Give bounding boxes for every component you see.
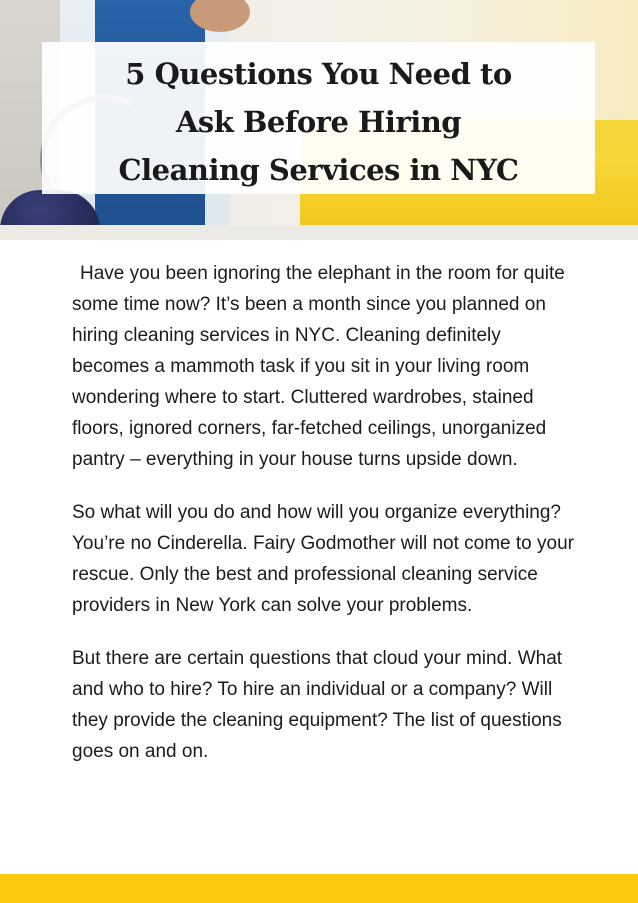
page-title — [42, 42, 595, 194]
footer-accent-bar — [0, 874, 638, 903]
article-body — [72, 258, 582, 789]
hero-image — [0, 0, 638, 240]
paragraph-3: But there are certain questions that cloud your mind. What and who to hire? To hire an individual or a company? Will they provide the cleaning equipment? The list of questions goes on and on. — [72, 648, 563, 762]
title-line-2: Ask Before Hiring — [175, 105, 462, 139]
paragraph-1: Have you been ignoring the elephant in the room for quite some time now? It’s been a month since you planned on hiring cleaning services in NYC. Cleaning definitely becomes a mammoth task if you sit in your living room wondering where to start. Cluttered wardrobes, stained floors, ignored corners, far-fetched ceilings, unorganized pantry – everything in your house turns upside down. — [72, 263, 565, 470]
hero-floor — [0, 225, 638, 240]
title-line-3: Cleaning Services in NYC — [118, 153, 519, 187]
paragraph-2: So what will you do and how will you organize everything? You’re no Cinderella. Fairy Godmother will not come to your rescue. Only the best and professional cleaning service providers in New York can solve your problems. — [72, 502, 574, 616]
title-line-1: 5 Questions You Need to — [125, 57, 512, 91]
title-box — [42, 42, 595, 194]
